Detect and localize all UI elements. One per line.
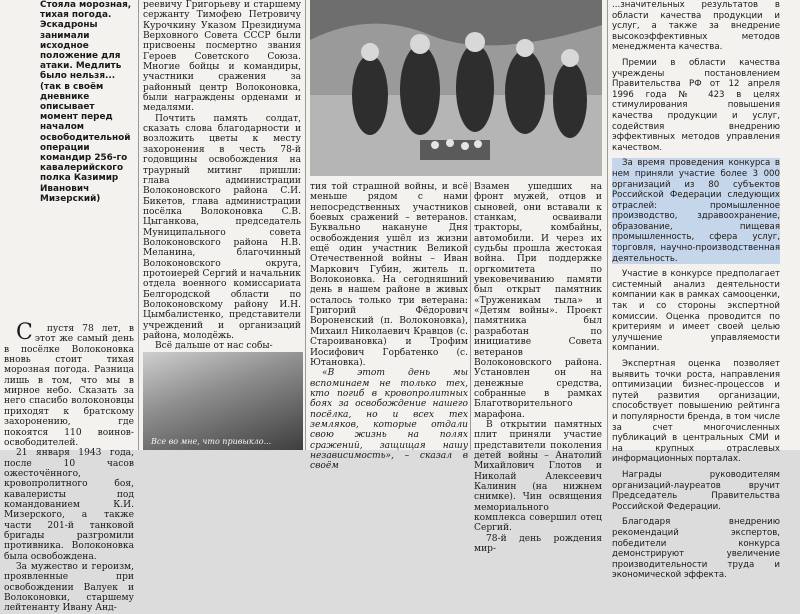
column-divider bbox=[470, 182, 471, 450]
article-column-5 bbox=[612, 0, 780, 581]
paragraph: Взамен ушедших на фронт мужей, отцов и сыновей, они вставали к станкам, осваивали тракторы, комбайны, автомобили. И через их судьбы прошла жестокая война. При поддержке оргкомитета по увековечиванию памяти был открыт памятник «Труженикам тыла» и «Детям войны». Проект памятника был разработан по инициативе Совета ветеранов Волоконовского района. Установлен он на денежные средства, собранные в рамках Благотворительного марафона. bbox=[474, 182, 602, 420]
paragraph: ...значительных результатов в области качества продукции и услуг, а также за внедрение высокоэффективных методов менеджмента качества. bbox=[612, 0, 780, 53]
paragraph: Участие в конкурсе предполагает системный анализ деятельности компании как в рамках самооценки, так и со стороны экспертной комиссии. Оценка проводится по критериям и имеет своей целью улучшение управляемости компании. bbox=[612, 269, 780, 354]
article-column-3 bbox=[310, 182, 468, 472]
article-column-1 bbox=[0, 0, 134, 614]
paragraph: 78-й день рождения мир- bbox=[474, 533, 602, 555]
highlighted-paragraph: За время проведения конкурса в нем приняли участие более 3 000 организаций из 80 субъектов Российской Федерации следующих отраслей: промышленное производство, здравоохранение, образование, пищевая промышленность, сфера услуг, торговля, научно-производственная деятельность. bbox=[612, 158, 780, 264]
paragraph: В открытии памятных плит приняли участие представители поколения детей войны – Анатолий Михайлович Глотов и Николай Алексеевич Калинин (на нижнем снимке). Чин освящения мемориального комплекса совершил отец Сергий. bbox=[474, 419, 602, 534]
paragraph: Награды руководителям организаций-лауреатов вручит Председатель Правительства Российской Федерации. bbox=[612, 469, 780, 512]
quote-paragraph: «В этот день мы вспоминаем не только тех, кто погиб в кровопролитных боях за освобождение нашего посёлка, но и всех тех земляков, которые отдали свою жизнь на полях сражений, защищая нашу независимость», – сказал в своём bbox=[310, 368, 468, 472]
paragraph: тия той страшной войны, и всё меньше рядом с нами непосредственных участников боевых сражений – ветеранов. Буквально накануне Дня освобождения ушёл из жизни ещё один участник Великой Отечественной войны – Иван Маркович Губин, житель п. Волоконовка. На сегодняшний день в нашем районе в живых осталось только три ветерана: Григорий Фёдорович Вороненский (п. Волоконовка), Михаил Николаевич Кравцов (с. Староивановка) и Трофим Иосифович Горбатенко (с. Ютановка). bbox=[310, 182, 468, 368]
article-column-4 bbox=[474, 182, 602, 555]
photo-caption: Все во мне, что привыкло... bbox=[151, 437, 272, 446]
paragraph: Спустя 78 лет, в этот же самый день в посёлке Волоконовка вновь стоит тихая морозная погода. Разница лишь в том, что мы в мирное небо. Сказать за него спасибо волоконовцы приходят к братскому захоронению, где покоятся 110 воинов-освободителей. bbox=[4, 320, 134, 448]
column-divider bbox=[305, 0, 306, 450]
spacer bbox=[4, 204, 134, 324]
paragraph: За мужество и героизм, проявленные при освобождении Валуек и Волоконовки, старшему лейтенанту Ивану Анд- bbox=[4, 561, 134, 614]
paragraph: реевичу Григорьеву и старшему сержанту Тимофею Петровичу Курочкину Указом Президиума Верховного Совета СССР были присвоены посмертно звания Героев Советского Союза. Многие бойцы и командиры, участники сражения за районный центр Волоконовка, были награждены орденами и медалями. bbox=[143, 0, 301, 114]
column-divider bbox=[138, 0, 139, 450]
paragraph: Всё дальше от нас собы- bbox=[155, 341, 273, 352]
column-divider bbox=[607, 0, 608, 450]
paragraph: Премии в области качества учреждены постановлением Правительства РФ от 12 апреля 1996 года № 423 в целях стимулирования повышения качества продукции и услуг, содействия внедрению эффективных методов управления качеством. bbox=[612, 57, 780, 153]
photo-illustration bbox=[310, 0, 602, 176]
photo-veterans bbox=[143, 352, 303, 450]
paragraph: Благодаря внедрению рекомендаций экспертов, победители конкурса демонстрируют увеличение производительности труда и экономической эффекта. bbox=[612, 517, 780, 581]
paragraph: Почтить память солдат, сказать слова благодарности и возложить цветы к месту захоронения в честь 78-й годовщины освобождения на траурный митинг пришли: глава администрации Волоконовского района С.И. Бикетов, глава администрации посёлка Волоконовка С.В. Цыганкова, председатель Муниципального совета Волоконовского района Н.В. Меланина, благочинный Волоконовского округа, протоиерей Сергий и начальник отдела военного комиссариата Белгородской области по Волоконовскому району И.Н. Цымбалистенко, представители учреждений и организаций района, молодёжь. bbox=[143, 113, 301, 341]
photo-wreath-laying bbox=[310, 0, 602, 176]
paragraph: 21 января 1943 года, после 10 часов ожесточённого, кровопролитного боя, кавалеристы под командованием К.И. Мизерского, а также части 201-й танковой бригады разгромили противника. Волоконовка была освобождена. bbox=[4, 448, 134, 562]
intro-bold-text: Стояла морозная, тихая погода. Эскадроны занимали исходное положение для атаки. Медлить было нельзя... (так в своём дневнике описывает момент перед началом освободительной операции командир 256-го кавалерийского полка Казимир Иванович Мизерский) bbox=[40, 0, 132, 204]
paragraph: Экспертная оценка позволяет выявить точки роста, направления оптимизации бизнес-процессов и путей развития организации, способствует повышению рейтинга и популярности бренда, в том числе за счет многочисленных публикаций в центральных СМИ и на крупных отраслевых информационных порталах. bbox=[612, 359, 780, 465]
